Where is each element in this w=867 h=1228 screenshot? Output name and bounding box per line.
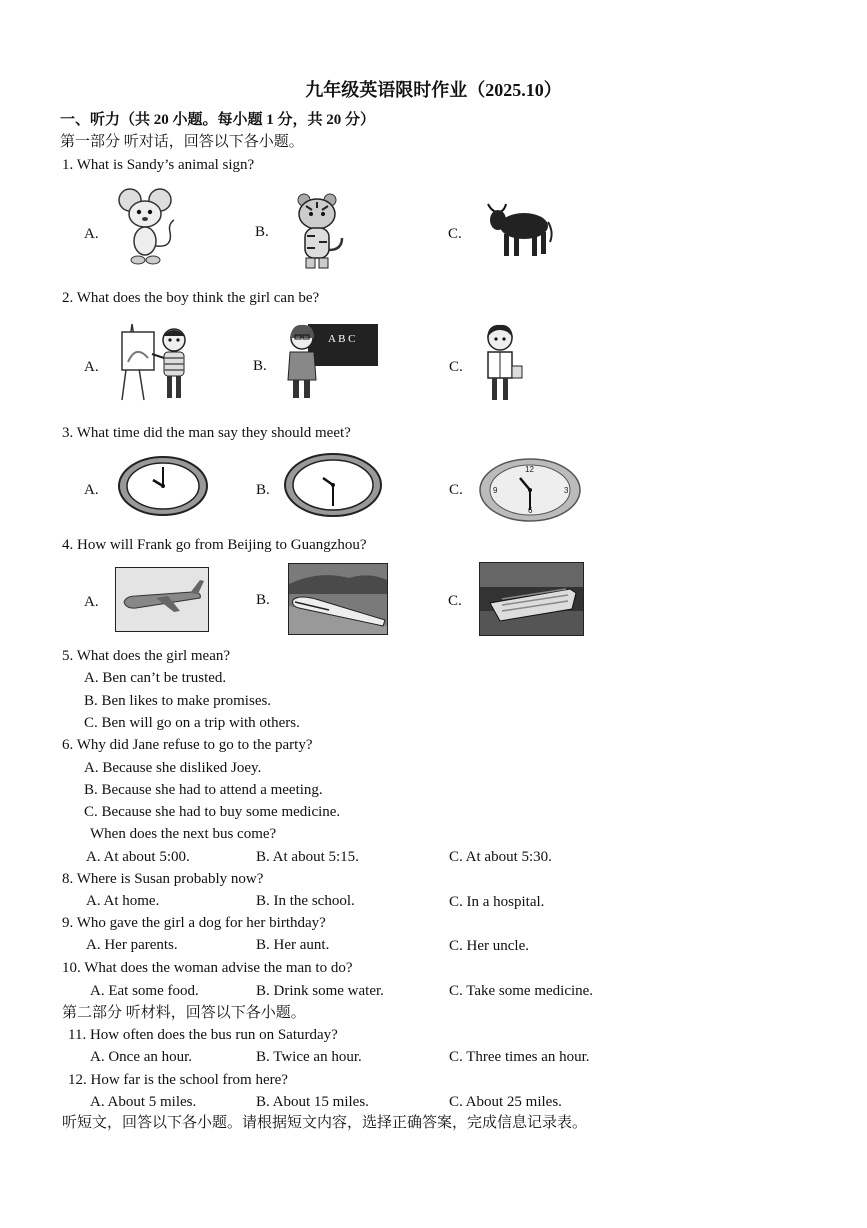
- option-b-label: B.: [253, 358, 267, 374]
- option-b: B. Her aunt.: [256, 937, 330, 953]
- clock-icon: [478, 458, 582, 522]
- option-c: C. Take some medicine.: [449, 983, 594, 999]
- svg-text:12: 12: [525, 465, 534, 474]
- page-title: 九年级英语限时作业（2025.10）: [305, 80, 562, 100]
- clock-icon: [117, 455, 209, 517]
- option-b-label: B.: [256, 592, 270, 608]
- part-one-heading: 第一部分 听对话，回答以下各小题。: [60, 134, 304, 150]
- option-b-label: B.: [255, 224, 269, 240]
- option-a: A. At home.: [86, 893, 160, 909]
- question-10: 10. What does the woman advise the man to do?: [62, 960, 353, 976]
- option-c-label: C.: [449, 359, 463, 375]
- question-2: 2. What does the boy think the girl can be?: [62, 290, 320, 306]
- option-c: C. Three times an hour.: [449, 1049, 590, 1065]
- option-b-label: B.: [256, 482, 270, 498]
- option-b: B. At about 5:15.: [256, 849, 359, 865]
- svg-text:9: 9: [493, 486, 498, 495]
- option-a: A. Her parents.: [86, 937, 178, 953]
- option-c: C. About 25 miles.: [449, 1094, 562, 1110]
- option-a: A. Because she disliked Joey.: [84, 760, 262, 776]
- option-a: A. Eat some food.: [90, 983, 199, 999]
- question-3: 3. What time did the man say they should meet?: [62, 425, 351, 441]
- svg-text:6: 6: [528, 506, 533, 515]
- painter-girl-icon: [118, 322, 194, 404]
- part-two-heading: 第二部分 听材料，回答以下各小题。: [62, 1005, 306, 1021]
- svg-text:3: 3: [564, 486, 569, 495]
- option-c-label: C.: [449, 482, 463, 498]
- teacher-icon: [284, 322, 380, 400]
- option-b: B. Because she had to attend a meeting.: [84, 782, 323, 798]
- option-b: B. Drink some water.: [256, 983, 384, 999]
- ship-photo: [479, 562, 584, 636]
- instruction-text: 听短文，回答以下各小题。请根据短文内容，选择正确答案，完成信息记录表。: [62, 1115, 588, 1131]
- question-9: 9. Who gave the girl a dog for her birthday?: [62, 915, 326, 931]
- option-c: C. In a hospital.: [449, 894, 545, 910]
- option-b: B. Ben likes to make promises.: [84, 693, 272, 709]
- question-6: 6. Why did Jane refuse to go to the party?: [62, 737, 313, 753]
- option-c: C. Because she had to buy some medicine.: [84, 804, 341, 820]
- question-12: 12. How far is the school from here?: [68, 1072, 288, 1088]
- option-a-label: A.: [84, 594, 99, 610]
- option-b: B. About 15 miles.: [256, 1094, 369, 1110]
- question-8: 8. Where is Susan probably now?: [62, 871, 264, 887]
- option-a-label: A.: [84, 482, 99, 498]
- clock-icon: [283, 452, 383, 518]
- option-c: C. Ben will go on a trip with others.: [84, 715, 300, 731]
- option-a: A. About 5 miles.: [90, 1094, 197, 1110]
- question-7: When does the next bus come?: [90, 826, 277, 842]
- question-1: 1. What is Sandy’s animal sign?: [62, 157, 255, 173]
- board-text: A B C: [328, 333, 356, 345]
- option-a: A. At about 5:00.: [86, 849, 190, 865]
- option-b: B. Twice an hour.: [256, 1049, 362, 1065]
- option-b: B. In the school.: [256, 893, 355, 909]
- ox-icon: [484, 198, 556, 262]
- question-5: 5. What does the girl mean?: [62, 648, 231, 664]
- option-c-label: C.: [448, 226, 462, 242]
- option-c: C. Her uncle.: [449, 938, 529, 954]
- option-a-label: A.: [84, 226, 99, 242]
- option-c: C. At about 5:30.: [449, 849, 552, 865]
- question-11: 11. How often does the bus run on Saturday?: [68, 1027, 338, 1043]
- airplane-photo: [115, 567, 209, 632]
- question-4: 4. How will Frank go from Beijing to Guangzhou?: [62, 537, 367, 553]
- option-a: A. Once an hour.: [90, 1049, 193, 1065]
- mouse-icon: [118, 188, 180, 266]
- option-a: A. Ben can’t be trusted.: [84, 670, 227, 686]
- train-photo: [288, 563, 388, 635]
- option-a-label: A.: [84, 359, 99, 375]
- doctor-icon: [478, 322, 534, 404]
- option-c-label: C.: [448, 593, 462, 609]
- tiger-icon: [292, 192, 348, 272]
- section-one-heading: 一、听力（共 20 小题。每小题 1 分，共 20 分）: [60, 112, 376, 128]
